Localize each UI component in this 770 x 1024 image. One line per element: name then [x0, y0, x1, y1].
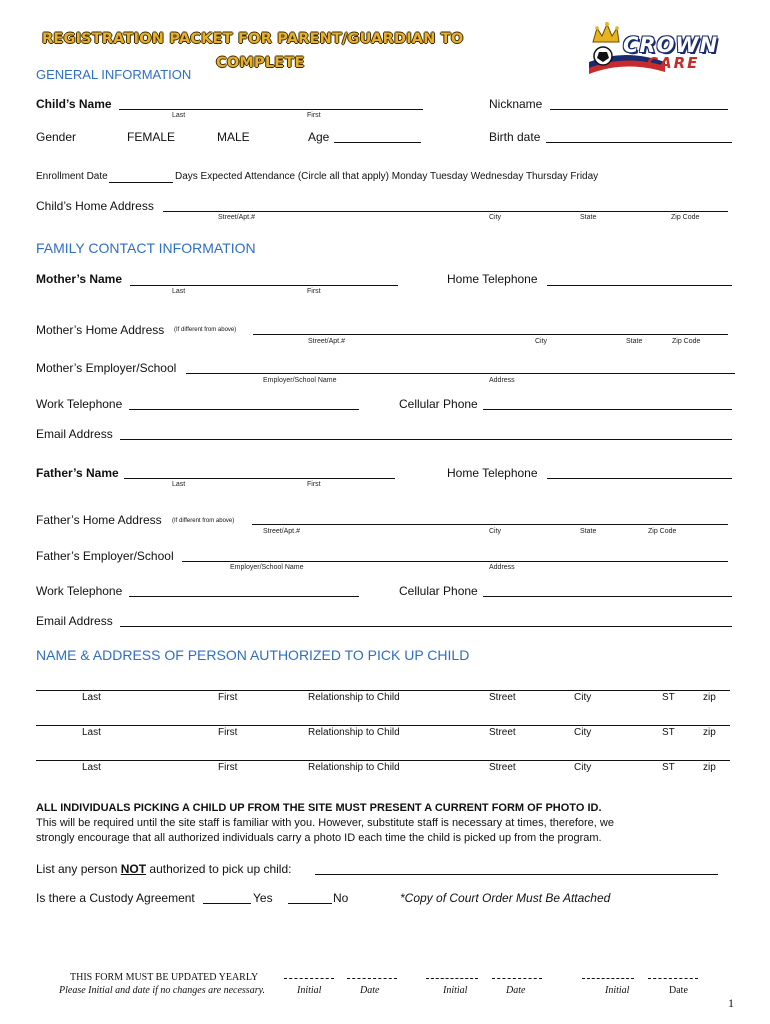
form-title: REGISTRATION PACKET FOR PARENT/GUARDIAN TO: [42, 31, 464, 47]
mothers-employer-field[interactable]: [186, 373, 735, 374]
father-home-telephone-label: Home Telephone: [447, 466, 538, 480]
mother-email-field[interactable]: [120, 439, 732, 440]
nickname-label: Nickname: [489, 97, 543, 111]
enrollment-date-field[interactable]: [109, 182, 173, 183]
mothers-name-field[interactable]: [130, 285, 398, 286]
home-address-label: Child’s Home Address: [36, 199, 154, 213]
attendance-label: Days Expected Attendance (Circle all that apply) Monday Tuesday Wednesday Thursday Friday: [175, 171, 599, 182]
date-field-1[interactable]: [347, 978, 397, 979]
mothers-address-label: Mother’s Home Address: [36, 323, 165, 337]
fathers-address-label: Father’s Home Address: [36, 513, 162, 527]
initial-label-3: Initial: [605, 985, 630, 996]
initial-label-1: Initial: [297, 985, 322, 996]
initial-field-3[interactable]: [582, 978, 634, 979]
enrollment-date-label: Enrollment Date: [36, 171, 108, 182]
address-sublabel: Address: [489, 564, 515, 571]
custody-no-field[interactable]: [288, 903, 332, 904]
col-city: City: [574, 692, 592, 703]
fathers-name-label: Father’s Name: [36, 466, 119, 480]
photo-id-notice: ALL INDIVIDUALS PICKING A CHILD UP FROM THE SITE MUST PRESENT A CURRENT FORM OF PHOTO ID.: [36, 802, 602, 814]
zip-sublabel: Zip Code: [671, 214, 700, 221]
city-sublabel: City: [489, 528, 502, 535]
age-label: Age: [308, 130, 330, 144]
mothers-address-field[interactable]: [253, 334, 728, 335]
mother-home-telephone-field[interactable]: [547, 285, 732, 286]
city-sublabel: City: [489, 214, 502, 221]
birth-date-label: Birth date: [489, 130, 541, 144]
col-zip: zip: [703, 762, 716, 773]
col-zip: zip: [703, 727, 716, 738]
mother-email-label: Email Address: [36, 427, 113, 441]
fathers-address-field[interactable]: [252, 524, 728, 525]
state-sublabel: State: [626, 338, 643, 345]
home-address-field[interactable]: [163, 211, 728, 212]
last-sublabel: Last: [172, 481, 186, 488]
mothers-name-label: Mother’s Name: [36, 272, 123, 286]
last-sublabel: Last: [172, 112, 186, 119]
street-sublabel: Street/Apt.#: [218, 214, 255, 221]
fathers-employer-label: Father’s Employer/School: [36, 549, 174, 563]
custody-no-label: No: [333, 891, 349, 905]
pickup-row-line[interactable]: [36, 725, 730, 726]
mother-work-telephone-label: Work Telephone: [36, 397, 123, 411]
form-title-continued: COMPLETE: [216, 55, 305, 71]
col-street: Street: [489, 762, 516, 773]
childs-name-field[interactable]: [119, 109, 423, 110]
not-emphasis: NOT: [120, 862, 147, 876]
employer-name-sublabel: Employer/School Name: [263, 377, 337, 384]
court-order-note: *Copy of Court Order Must Be Attached: [400, 891, 611, 905]
street-sublabel: Street/Apt.#: [263, 528, 300, 535]
state-sublabel: State: [580, 214, 597, 221]
general-info-heading: GENERAL INFORMATION: [36, 67, 192, 82]
pickup-row-line[interactable]: [36, 760, 730, 761]
col-street: Street: [489, 727, 516, 738]
col-first: First: [218, 762, 238, 773]
logo-word-care: CARE: [647, 54, 700, 72]
crown-care-logo: [585, 22, 730, 78]
initial-field-2[interactable]: [426, 978, 478, 979]
mothers-employer-label: Mother’s Employer/School: [36, 361, 177, 375]
custody-yes-field[interactable]: [203, 903, 251, 904]
if-different-note: (If different from above): [172, 518, 235, 524]
nickname-field[interactable]: [550, 109, 728, 110]
custody-label: Is there a Custody Agreement: [36, 891, 195, 905]
zip-sublabel: Zip Code: [648, 528, 677, 535]
initial-label-2: Initial: [443, 985, 468, 996]
last-sublabel: Last: [172, 288, 186, 295]
employer-name-sublabel: Employer/School Name: [230, 564, 304, 571]
state-sublabel: State: [580, 528, 597, 535]
gender-male-option[interactable]: MALE: [217, 130, 250, 144]
logo-word-crown: CROWN: [623, 33, 719, 57]
zip-sublabel: Zip Code: [672, 338, 701, 345]
mother-cellular-field[interactable]: [483, 409, 732, 410]
mother-home-telephone-label: Home Telephone: [447, 272, 538, 286]
initial-date-instruction: Please Initial and date if no changes are necessary.: [59, 985, 265, 996]
custody-yes-label: Yes: [253, 891, 273, 905]
col-last: Last: [82, 692, 101, 703]
photo-id-notice-line2: This will be required until the site staff is familiar with you. However, substitute staff is necessary at times, therefore, we: [36, 817, 614, 829]
fathers-employer-field[interactable]: [182, 561, 728, 562]
photo-id-notice-line3: strongly encourage that all authorized individuals carry a photo ID each time the child is picked up from the program.: [36, 832, 602, 844]
father-email-label: Email Address: [36, 614, 113, 628]
age-field[interactable]: [334, 142, 421, 143]
update-yearly-notice: THIS FORM MUST BE UPDATED YEARLY: [70, 972, 259, 983]
pickup-row-line[interactable]: [36, 690, 730, 691]
street-sublabel: Street/Apt.#: [308, 338, 345, 345]
col-street: Street: [489, 692, 516, 703]
col-last: Last: [82, 727, 101, 738]
father-home-telephone-field[interactable]: [547, 478, 732, 479]
father-cellular-field[interactable]: [483, 596, 732, 597]
not-authorized-label: [36, 862, 291, 876]
page-number: 1: [728, 996, 734, 1010]
father-work-telephone-label: Work Telephone: [36, 584, 123, 598]
col-zip: zip: [703, 692, 716, 703]
father-work-telephone-field[interactable]: [129, 596, 359, 597]
col-city: City: [574, 727, 592, 738]
date-label-2: Date: [506, 985, 526, 996]
not-authorized-post: authorized to pick up child:: [146, 862, 292, 876]
if-different-note: (If different from above): [174, 327, 237, 333]
col-st: ST: [662, 727, 675, 738]
mother-work-telephone-field[interactable]: [129, 409, 359, 410]
col-relationship: Relationship to Child: [308, 762, 400, 773]
gender-female-option[interactable]: FEMALE: [127, 130, 176, 144]
family-contact-heading: FAMILY CONTACT INFORMATION: [36, 240, 256, 256]
date-label-1: Date: [360, 985, 380, 996]
col-first: First: [218, 727, 238, 738]
pickup-heading: NAME & ADDRESS OF PERSON AUTHORIZED TO PICK UP CHILD: [36, 647, 470, 663]
father-cellular-label: Cellular Phone: [399, 584, 478, 598]
father-email-field[interactable]: [120, 626, 732, 627]
col-first: First: [218, 692, 238, 703]
fathers-name-field[interactable]: [124, 478, 395, 479]
not-authorized-field[interactable]: [315, 874, 718, 875]
col-last: Last: [82, 762, 101, 773]
date-label-3: Date: [669, 985, 688, 996]
initial-field-1[interactable]: [284, 978, 334, 979]
col-st: ST: [662, 762, 675, 773]
mother-cellular-label: Cellular Phone: [399, 397, 478, 411]
gender-label: Gender: [36, 130, 77, 144]
date-field-3[interactable]: [648, 978, 698, 979]
col-relationship: Relationship to Child: [308, 727, 400, 738]
city-sublabel: City: [535, 338, 548, 345]
first-sublabel: First: [307, 112, 321, 119]
col-st: ST: [662, 692, 675, 703]
birth-date-field[interactable]: [546, 142, 732, 143]
address-sublabel: Address: [489, 377, 515, 384]
first-sublabel: First: [307, 481, 321, 488]
childs-name-label: Child’s Name: [36, 97, 112, 111]
col-relationship: Relationship to Child: [308, 692, 400, 703]
date-field-2[interactable]: [492, 978, 542, 979]
first-sublabel: First: [307, 288, 321, 295]
not-authorized-pre: List any person: [36, 862, 121, 876]
col-city: City: [574, 762, 592, 773]
